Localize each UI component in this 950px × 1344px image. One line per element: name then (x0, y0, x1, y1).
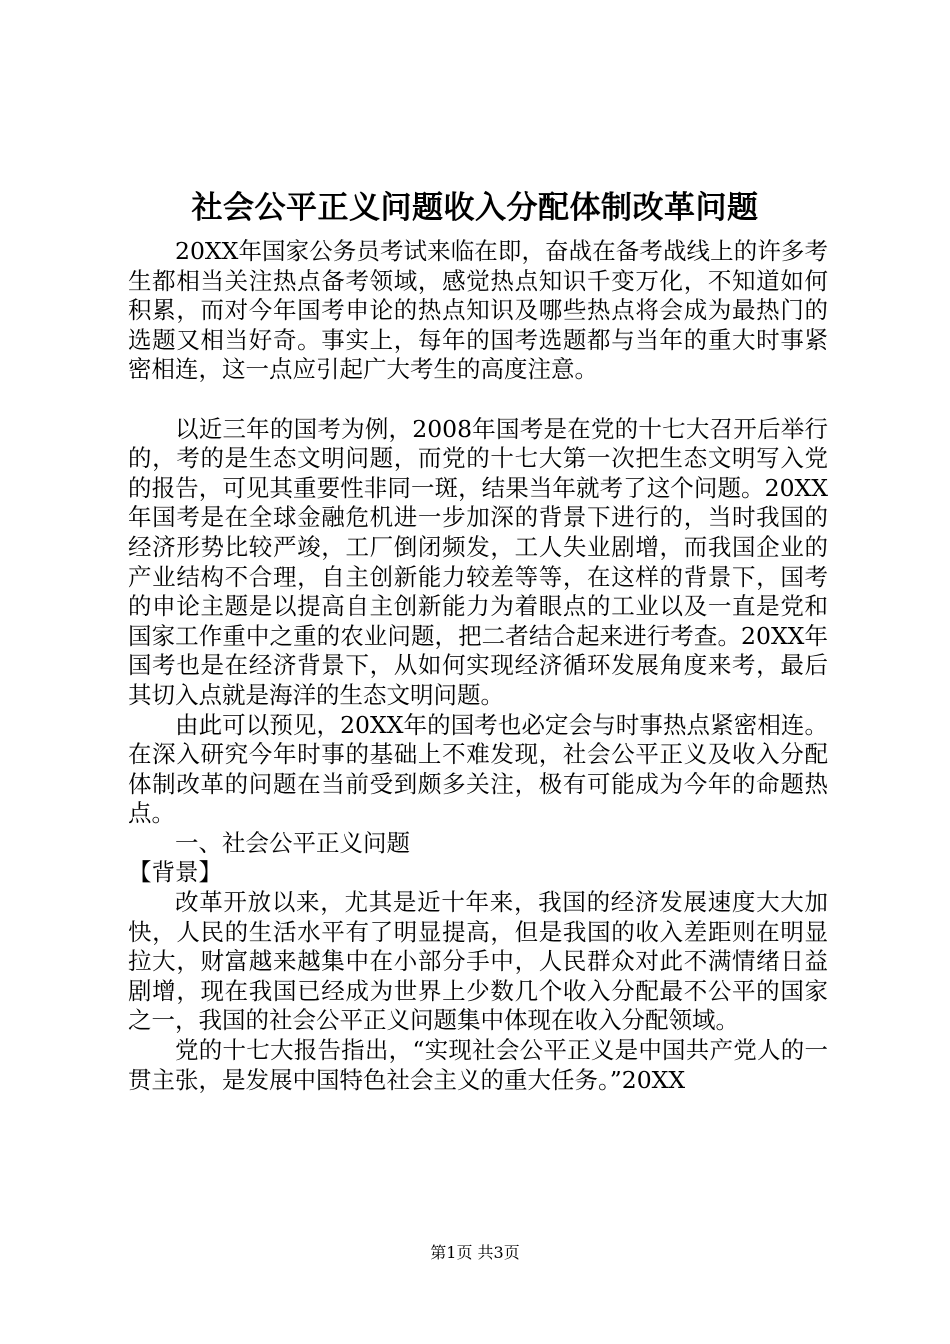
section-heading: 一、社会公平正义问题 (175, 828, 410, 857)
page-number: 第1页 共3页 (430, 1243, 520, 1262)
paragraph-prediction: 由此可以预见，20XX年的国考也必定会与时事热点紧密相连。在深入研究今年时事的基础上不难发现，社会公平正义及收入分配体制改革的问题在当前受到颇多关注，极有可能成为今年的命题热点。 (128, 710, 828, 828)
paragraph-intro: 20XX年国家公务员考试来临在即，奋战在备考战线上的许多考生都相当关注热点备考领域，感觉热点知识千变万化，不知道如何积累，而对今年国考申论的热点知识及哪些热点将会成为最热门的选题又相当好奇。事实上，每年的国考选题都与当年的重大时事紧密相连，这一点应引起广大考生的高度注意。 (128, 237, 828, 384)
paragraph-report-quote: 党的十七大报告指出，“实现社会公平正义是中国共产党人的一贯主张，是发展中国特色社会主义的重大任务。”20XX (128, 1036, 828, 1094)
document-title: 社会公平正义问题收入分配体制改革问题 (191, 190, 759, 226)
paragraph-background: 改革开放以来，尤其是近十年来，我国的经济发展速度大大加快，人民的生活水平有了明显提高，但是我国的收入差距则在明显拉大，财富越来越集中在小部分手中，人民群众对此不满情绪日益剧增，现在我国已经成为世界上少数几个收入分配最不公平的国家之一，我国的社会公平正义问题集中体现在收入分配领域。 (128, 888, 828, 1035)
background-heading: 【背景】 (128, 858, 222, 887)
paragraph-examples: 以近三年的国考为例，2008年国考是在党的十七大召开后举行的，考的是生态文明问题，而党的十七大第一次把生态文明写入党的报告，可见其重要性非同一斑，结果当年就考了这个问题。20XX年国考是在全球金融危机进一步加深的背景下进行的，当时我国的经济形势比较严竣，工厂倒闭频发，工人失业剧增，而我国企业的产业结构不合理，自主创新能力较差等等，在这样的背景下，国考的申论主题是以提高自主创新能力为着眼点的工业以及一直是党和国家工作重中之重的农业问题，把二者结合起来进行考查。20XX年国考也是在经济背景下，从如何实现经济循环发展角度来考，最后其切入点就是海洋的生态文明问题。 (128, 414, 828, 709)
document-body (128, 237, 828, 1095)
